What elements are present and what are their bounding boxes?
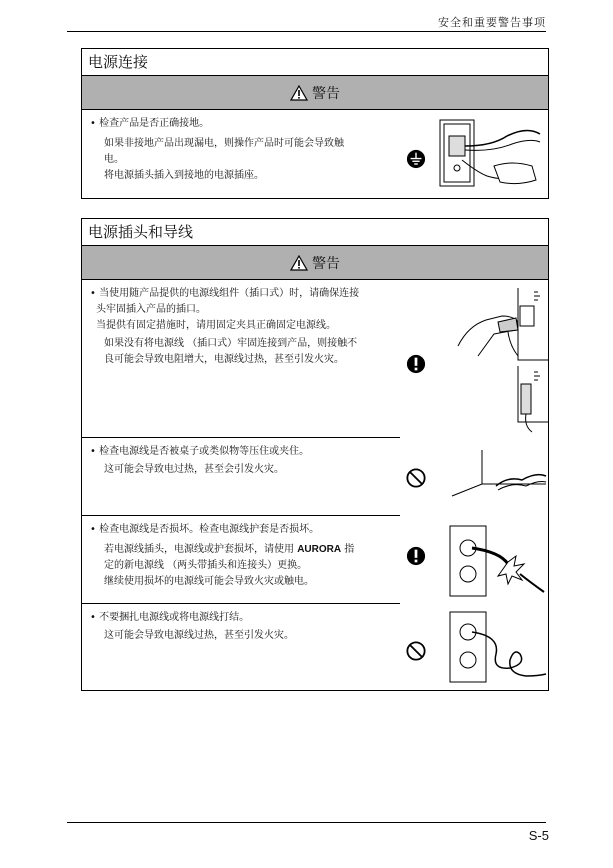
warning-triangle-icon (290, 255, 308, 271)
list-item (82, 604, 548, 690)
warning-triangle-icon (290, 85, 308, 101)
list-item (82, 516, 548, 604)
section-plug-and-cord (81, 218, 549, 691)
item-text: 将电源插头插入到接地的电源插座。 (104, 170, 264, 181)
grounded-outlet-illustration (432, 116, 542, 194)
item-text: 如果非接地产品出现漏电，则操作产品时可能会导致触 (104, 138, 344, 149)
item-text: 良可能会导致电阻增大，电源线过热，甚至引发火灾。 (104, 354, 344, 365)
section-title: 电源连接 (82, 49, 548, 76)
footer-rule (67, 822, 546, 823)
item-heading-cont: 头牢固插入产品的插口。 (96, 304, 206, 315)
item-text: 如果没有将电源线 （插口式）牢固连接到产品，则接触不 (104, 338, 358, 349)
item-text: 这可能会导致电源线过热，甚至引发火灾。 (104, 630, 294, 641)
prohibited-icon (406, 640, 426, 662)
item-text: 定的新电源线 （两头带插头和连接头）更换。 (104, 560, 308, 571)
list-item (82, 110, 548, 198)
list-item (82, 438, 548, 516)
item-heading: • 检查电源线是否损坏。检查电源线护套是否损坏。 (90, 524, 320, 535)
warning-label: 警告 (312, 255, 340, 272)
warning-bar (82, 246, 548, 280)
brand-name: AURORA (297, 544, 342, 555)
running-header: 安全和重要警告事项 (438, 16, 546, 29)
section-title: 电源插头和导线 (82, 219, 548, 246)
item-text: 继续使用损坏的电源线可能会导致火灾或触电。 (104, 576, 314, 587)
section-power-connection (81, 48, 549, 199)
plug-into-product-illustration (438, 286, 548, 434)
item-heading: • 检查电源线是否被桌子或类似物等压住或夹住。 (90, 446, 310, 457)
item-text: 这可能会导致电过热，甚至会引发火灾。 (104, 464, 284, 475)
item-text (104, 542, 402, 558)
ground-required-icon (406, 148, 426, 170)
item-text: 当提供有固定措施时，请用固定夹具正确固定电源线。 (96, 320, 336, 331)
knotted-cord-illustration (440, 608, 548, 686)
warning-bar (82, 76, 548, 110)
item-text-part: 若电源线插头，电源线或护套损坏，请使用 (104, 544, 294, 555)
item-text-part: 指 (344, 544, 355, 555)
list-item (82, 280, 548, 438)
item-heading: • 不要捆扎电源线或将电源线打结。 (90, 612, 250, 623)
item-heading: • 检查产品是否正确接地。 (90, 118, 210, 129)
warning-label: 警告 (312, 85, 340, 102)
mandatory-action-icon (406, 545, 426, 567)
prohibited-icon (406, 467, 426, 489)
item-heading: • 当使用随产品提供的电源线组件（插口式）时，请确保连接 (90, 288, 360, 299)
item-text: 电。 (104, 154, 124, 165)
mandatory-action-icon (406, 353, 426, 375)
pinched-cord-illustration (442, 446, 548, 512)
header-rule (67, 31, 546, 32)
damaged-cord-illustration (440, 522, 548, 600)
page-number: S-5 (528, 828, 549, 843)
